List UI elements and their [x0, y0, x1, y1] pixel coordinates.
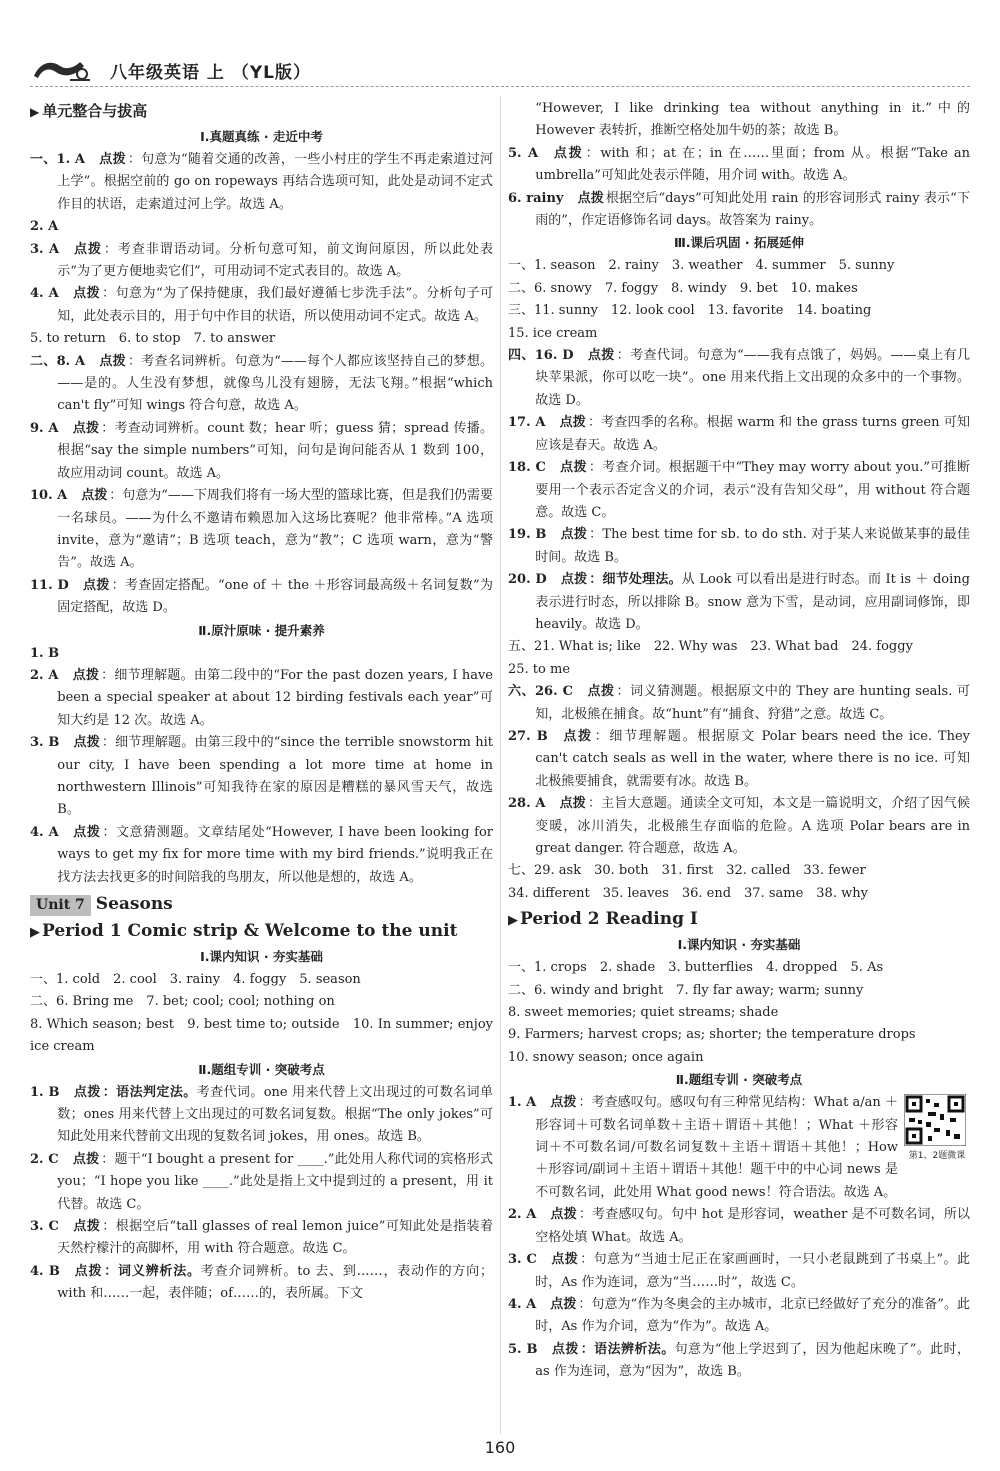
period-title: ▶ Period 2 Reading Ⅰ: [508, 909, 698, 930]
answer-item: 27. B 点拨 ：细节理解题。根据原文 Polar bears need the ice. They can't catch seals as well in the water, where there is no ice. 可知北极熊要捕食，就需要有冰。故选 B。: [508, 728, 970, 789]
answer-item: 10. A 点拨 ：句意为“——下周我们将有一场大型的篮球比赛，但是我们仍需要一名球员。——为什么不邀请布赖恩加入这场比赛呢？他非常棒。”A 选项 invite，意为“邀请”；B 选项 teach，意为“教”；C 选项 warn，意为“警告”。故选 A。: [30, 488, 493, 571]
answer-item: 一、1. season 2. rainy 3. weather 4. summer 5. sunny: [508, 258, 895, 274]
unit-name: Seasons: [95, 894, 173, 914]
answer-item: 七、29. ask 30. both 31. first 32. called 33. fewer: [508, 863, 866, 879]
sub-section-title: Ⅱ.原汁原味 · 提升素养: [198, 622, 325, 638]
answer-item: 二、6. windy and bright 7. fly far away; warm; sunny: [508, 982, 864, 998]
answer-item: 四、16. D 点拨 ：考查代词。句意为“——我有点饿了，妈妈。——桌上有几块苹果派，你可以吃一块”。one 用来代指上文出现的众多中的一个事物。故选 D。: [508, 348, 970, 408]
answer-item: 20. D 点拨 ：细节处理法。从 Look 可以看出是进行时态。而 It is ＋ doing 表示进行时态，所以排除 B。snow 意为下雪，是动词，应用副词修饰，即 heavily。故选 D。: [508, 572, 970, 632]
answer-item: 3. A 点拨 ：考查非谓语动词。分析句意可知，前文询问原因，所以此处表示“为了更方便地卖它们”，可用动词不定式表目的。故选 A。: [30, 241, 493, 280]
answer-item: 8. Which season; best 9. best time to; outside 10. In summer; enjoy ice cream: [30, 1016, 493, 1055]
answer-item: 28. A 点拨 ：主旨大意题。通读全文可知，本文是一篇说明文，介绍了因气候变暖，冰川消失，北极熊生存面临的危险。A 选项 Polar bears are in great danger. 符合题意，故选 A。: [508, 796, 970, 856]
answer-item: 18. C 点拨 ：考查介词。根据题干中“They may worry about you.”可推断要用一个表示否定含义的介词，表示“没有告知父母”，用 without 符合题意。故选 C。: [508, 460, 970, 520]
answer-item: 3. C 点拨 ：根据空后“tall glasses of real lemon juice”可知此处是指装着天然柠檬汁的高脚杯，用 with 符合题意。故选 C。: [30, 1219, 493, 1257]
period-title: ▶ Period 1 Comic strip & Welcome to the unit: [30, 921, 458, 941]
section-title: ▶ 单元整合与拔高: [30, 102, 148, 120]
qr-code-block[interactable]: [904, 1094, 970, 1162]
triangle-icon: ▶: [508, 913, 518, 929]
answer-item: 5. A 点拨 ：with 和；at 在；in 在……里面；from 从。根据“Take an umbrella”可知此处表示伴随，用介词 with。故选 A。: [508, 145, 970, 184]
answer-item: 9. A 点拨 ：考查动词辨析。count 数；hear 听；guess 猜；spread 传播。根据“say the simple numbers”可知，问句是询问能否从 1 数到 100，故应用动词 count。故选 A。: [30, 420, 493, 481]
answer-item: 25. to me: [508, 661, 571, 677]
answer-item: 二、6. snowy 7. foggy 8. windy 9. bet 10. makes: [508, 280, 858, 296]
sub-section-title: Ⅲ.课后巩固 · 拓展延伸: [673, 235, 805, 251]
answer-item: 五、21. What is; like 22. Why was 23. What bad 24. foggy: [508, 639, 913, 655]
triangle-icon: ▶: [30, 105, 40, 119]
answer-item: 5. B 点拨 ：语法辨析法。句意为“他上学迟到了，因为他起床晚了”。此时，as 作为连词，意为“因为”，故选 B。: [508, 1341, 970, 1380]
answer-item: 10. snowy season; once again: [508, 1049, 704, 1065]
answer-item: 1. B: [30, 645, 60, 661]
sub-section-title: Ⅰ.课内知识 · 夯实基础: [677, 937, 801, 953]
left-column: [30, 98, 493, 1306]
answer-item: 一、1. crops 2. shade 3. butterflies 4. dropped 5. As: [508, 960, 884, 976]
unit-badge: Unit 7: [30, 895, 91, 916]
answer-item: 2. A 点拨 ：细节理解题。由第二段中的“For the past dozen years, I have been a special speaker at about 12 birding festivals each year”可知大约是 12 次。故选 A。: [30, 667, 493, 728]
answer-item: 1. A 点拨 ：考查感叹句。感叹句有三种常见结构：What a/an ＋形容词＋可数名词单数＋主语＋谓语＋其他！；What ＋形容词＋不可数名词/可数名词复数＋主语＋谓语＋其他！；How ＋形容词/副词＋主语＋谓语＋其他！题干中的中心词 news 是不可数名词，此处用 What good news！符合语法。故选 A。: [508, 1095, 898, 1200]
page-header: [30, 52, 970, 86]
answer-continuation: “However, I like drinking tea without anything in it.”中的 However 表转折，推断空格处加牛奶的茶；故选 B。: [535, 101, 970, 139]
answer-item: 17. A 点拨 ：考查四季的名称。根据 warm 和 the grass turns green 可知应该是春天。故选 A。: [508, 415, 970, 453]
answer-item: 34. different 35. leaves 36. end 37. same 38. why: [508, 885, 868, 901]
answer-item: 二、6. Bring me 7. bet; cool; cool; nothing on: [30, 994, 335, 1010]
answer-item: 4. B 点拨 ：词义辨析法。考查介词辨析。to 去、到……，表动作的方向；with 和……一起，表伴随；of……的，表所属。下文: [30, 1263, 493, 1302]
sub-section-title: Ⅱ.题组专训 · 突破考点: [198, 1061, 325, 1077]
answer-item: 3. C 点拨 ：句意为“当迪士尼正在家画画时，一只小老鼠跳到了书桌上”。此时，As 作为连词，意为“当……时”，故选 C。: [508, 1252, 970, 1290]
answer-item: 4. A 点拨 ：文意猜测题。文章结尾处“However, I have been looking for ways to get my fix for more time with my bird friends.”说明我正在找方法去找更多的时间陪我的鸟朋友，所以他是想的，故选 A。: [30, 824, 493, 885]
answer-item: 二、8. A 点拨 ：考查名词辨析。句意为“——每个人都应该坚持自己的梦想。——是的。人生没有梦想，就像鸟儿没有翅膀，无法飞翔。”根据“which can't fly”可知 wings 符合句意，故选 A。: [30, 353, 493, 414]
answer-item: 2. C 点拨 ：题干“I bought a present for ____.”此处用人称代词的宾格形式 you；“I hope you like ____.”此处是指上文中提到过的 a present，用 it 代替。故选 C。: [30, 1151, 493, 1212]
sub-section-title: Ⅱ.题组专训 · 突破考点: [675, 1072, 803, 1088]
answer-item: 4. A 点拨 ：句意为“作为冬奥会的主办城市，北京已经做好了充分的准备”。此时，As 作为介词，意为“作为”。故选 A。: [508, 1296, 970, 1335]
book-title: 八年级英语 上 （YL版）: [110, 63, 311, 83]
answer-item: 2. A 点拨 ：考查感叹句。句中 hot 是形容词，weather 是不可数名词，所以空格处填 What。故选 A。: [508, 1207, 970, 1245]
answer-item: 三、11. sunny 12. look cool 13. favorite 14. boating: [508, 303, 872, 319]
right-column: [508, 98, 970, 1384]
answer-item: 6. rainy 点拨 根据空后“days”可知此处用 rain 的形容词形式 rainy 表示“下雨的”，作定语修饰名词 days。故答案为 rainy。: [508, 190, 970, 229]
page-number: 160: [484, 1438, 516, 1457]
header-divider: [30, 86, 970, 87]
sub-section-title: Ⅰ.课内知识 · 夯实基础: [200, 949, 323, 964]
column-divider: [500, 96, 501, 1434]
answer-item: 9. Farmers; harvest crops; as; shorter; the temperature drops: [508, 1027, 916, 1043]
answer-item: 8. sweet memories; quiet streams; shade: [508, 1005, 779, 1021]
qr-caption: 第1、2题微课: [908, 1151, 966, 1162]
answer-item: 5. to return 6. to stop 7. to answer: [30, 331, 276, 347]
answer-item: 11. D 点拨 ：考查固定搭配。“one of ＋ the ＋形容词最高级＋名词复数”为固定搭配，故选 D。: [30, 577, 493, 616]
qr-code-icon[interactable]: [904, 1094, 966, 1146]
brand-logo-icon: [30, 56, 92, 84]
answer-item: 一、1. A 点拨 ：句意为“随着交通的改善，一些小村庄的学生不再走索道过河上学”。根据空前的 go on ropeways 再结合选项可知，此处是动词不定式作目的状语，走索道过河上学。故选 A。: [30, 152, 493, 212]
triangle-icon: ▶: [30, 925, 40, 940]
answer-item: 1. B 点拨 ：语法判定法。考查代词。one 用来代替上文出现过的可数名词单数；ones 用来代替上文出现过的可数名词复数。根据“The only jokes”可知此处用来代替前文出现的复数名词 jokes，用 ones。故选 B。: [30, 1084, 493, 1145]
answer-item: 19. B 点拨 ：The best time for sb. to do sth. 对于某人来说做某事的最佳时间。故选 B。: [508, 527, 970, 565]
answer-item: 15. ice cream: [508, 325, 598, 341]
sub-section-title: Ⅰ.真题真练 · 走近中考: [200, 129, 323, 144]
answer-item: 3. B 点拨 ：细节理解题。由第三段中的“since the terrible snowstorm hit our city, I have been spending a lot more time at home in northwestern Illinois”可知我待在家的原因是糟糕的暴风雪天气，故选 B。: [30, 735, 493, 818]
answer-item: 一、1. cold 2. cool 3. rainy 4. foggy 5. season: [30, 972, 361, 987]
answer-item: 六、26. C 点拨 ：词义猜测题。根据原文中的 They are hunting seals. 可知，北极熊在捕食。故“hunt”有“捕食、狩猎”之意。故选 C。: [508, 684, 970, 722]
answer-item: 2. A: [30, 219, 59, 235]
unit-heading: [30, 891, 493, 917]
answer-item: 4. A 点拨 ：句意为“为了保持健康，我们最好遵循七步洗手法”。分析句子可知，此处表示目的，用于句中作目的状语，所以使用动词不定式。故选 A。: [30, 286, 493, 324]
